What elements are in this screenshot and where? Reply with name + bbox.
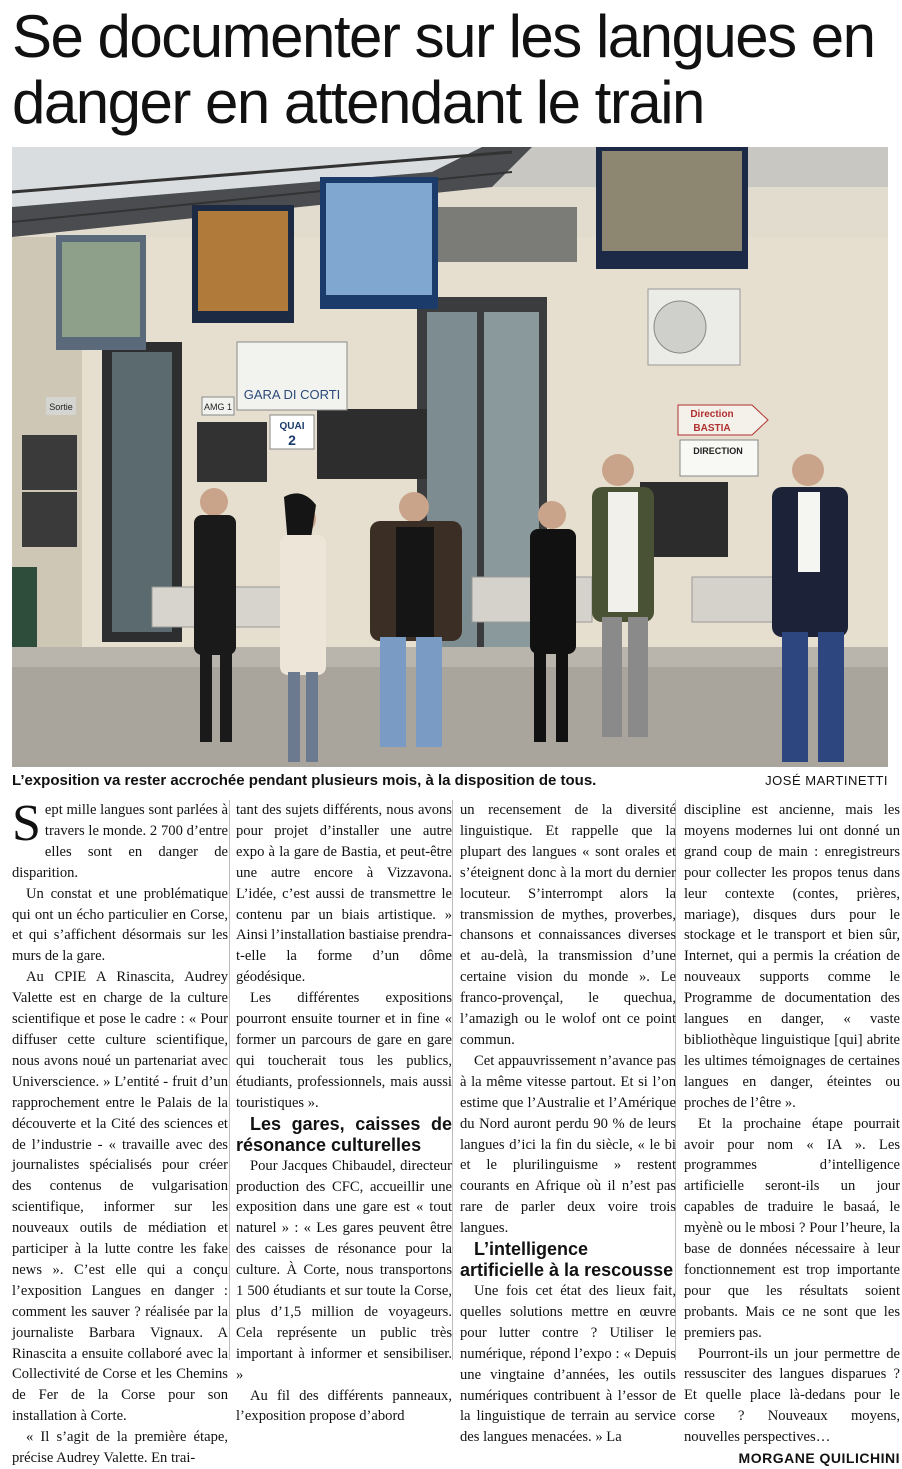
caption-text: L’exposition va rester accrochée pendant plusieurs mois, à la disposition de tous.: [12, 772, 597, 789]
sign-bastia: BASTIA: [693, 423, 731, 434]
column-divider: [452, 800, 453, 1360]
article-column-3: [460, 800, 676, 1448]
article-column-1: [12, 795, 228, 1469]
article-column-2: [236, 800, 452, 1427]
paragraph: Et la prochaine étape pourrait avoir pour nom « IA ». Les programmes d’intelligence artificielle seront-ils un jour capables de traduire le basaá, le myènè ou le mbosi ? Pour l’heure, la base de données nécessaire à leur fonctionnement est trop importante pour que les résultats soient probants. Mais ce ne sont que les premiers pas.: [684, 1115, 900, 1341]
paragraph: un recensement de la diversité linguistique. Et rappelle que la plupart des langues « sont orales et s’éteignent donc à la mort du dernier locuteur. S’interrompt alors la transmission de mythes, proverbes, chansons et connaissances diverses et au-delà, la transmission d’une certaine vision du monde ». Le franco-provençal, le quechua, l’amazigh ou le wolof ont ce point commun.: [460, 802, 676, 1048]
subheading: Les gares, caisses de résonance culturelles: [236, 1113, 452, 1155]
photo-credit: JOSÉ MARTINETTI: [765, 773, 888, 788]
paragraph: « Il s’agit de la première étape, précise Audrey Valette. En trai-: [12, 1429, 228, 1467]
article-column-4: [684, 800, 900, 1469]
paragraph: discipline est ancienne, mais les moyens modernes lui ont donné un grand coup de main : enregistreurs pour collecter les propos tenus dans leur contexte (contes, prières, mariage), disques durs pour le stockage et le transport et bien sûr, Internet, qui a permis la création de nouveaux supports comme le Programme de documentation des langues en danger, « vaste bibliothèque linguistique [qui] abrite les ultimes témoignages de certaines langues en danger, éteintes ou proches de l’être ».: [684, 802, 900, 1111]
station-photo-illustration: [12, 147, 888, 767]
paragraph: [12, 795, 228, 884]
paragraph: Au fil des différents panneaux, l’exposition propose d’abord: [236, 1387, 452, 1425]
paragraph: Les différentes expositions pourront ensuite tourner et in fine « former un parcours de gare en gare qui toucherait tous les publics, étudiants, professionnels, mais aussi touristiques ».: [236, 990, 452, 1111]
drop-cap: S: [12, 795, 41, 852]
paragraph: Un constat et une problématique qui ont un écho particulier en Corse, et qui s’affichent désormais sur les murs de la gare.: [12, 885, 228, 965]
photo-caption: [12, 772, 888, 794]
paragraph: Au CPIE A Rinascita, Audrey Valette est en charge de la culture scientifique et pose le cadre : « Pour diffuser cette culture scientifique, nous avons noué un partenariat avec Universcience. » L’entité - fruit d’un rapprochement entre le Palais de la découverte et la Cité des sciences et de l’industrie - « travaille avec des journalistes spécialisés pour créer des contenus de vulgarisation scientifique, informer sur les nouveaux outils de médiation et participer à la lutte contre les fake news ». C’est elle qui a conçu l’exposition Langues en danger : comment les sauver ? réalisée par la journaliste Barbara Vignaux. A Rinascita a ensuite collaboré avec la Collectivité de Corse et les Chemins de Fer de la Corse pour son installation à Corte.: [12, 969, 228, 1425]
station-photo: [12, 147, 888, 767]
headline: Se documenter sur les langues en danger en attendant le train: [12, 3, 875, 136]
paragraph: tant des sujets différents, nous avons pour projet d’installer une autre expo à la gare de Bastia, et peut-être une autre encore à Vizzavona. L’idée, c’est aussi de transmettre le contenu par un biais artistique. » Ainsi l’installation bastiaise prendra-t-elle la forme d’un dôme géodésique.: [236, 802, 453, 986]
sign-gara: GARA DI CORTI: [243, 387, 341, 402]
paragraph: Une fois cet état des lieux fait, quelles solutions mettre en œuvre pour lutter contre ? Utiliser le numérique, répond l’expo : « Depuis une vingtaine d’années, les outils numériques contribuent à l’essor de la linguistique de terrain au service des langues menacées. » La: [460, 1283, 676, 1446]
sign-sortie: Sortie: [49, 402, 73, 412]
sign-quai: QUAI: [279, 421, 305, 432]
sign-amg: AMG 1: [203, 402, 233, 412]
paragraph-text: ept mille langues sont parlées à travers le monde. 2 700 d’entre elles sont en danger de disparition.: [12, 802, 228, 881]
sign-quai-number: 2: [288, 432, 296, 448]
paragraph: Pourront-ils un jour permettre de ressusciter des langues disparues ? Et quelle place là-dedans pour le corse ? Nouveaux moyens, nouvelles perspectives…: [684, 1345, 900, 1446]
column-divider: [229, 800, 230, 1360]
author-signature: MORGANE QUILICHINI: [738, 1450, 900, 1467]
subheading: L’intelligence artificielle à la rescousse: [460, 1239, 674, 1281]
sign-direction: Direction: [690, 409, 734, 420]
paragraph: Cet appauvrissement n’avance pas à la même vitesse partout. Et si l’on estime que l’Australie et l’Amérique du Nord auront perdu 90 % de leurs langues d’ici la fin du siècle, « le bi et le plurilinguisme » restent courants en Afrique où il n’est pas rare de parler deux voire trois langues.: [460, 1052, 676, 1237]
paragraph: Pour Jacques Chibaudel, directeur production des CFC, accueillir une exposition dans une gare est « tout naturel » : « Les gares peuvent être des caisses de résonance pour la culture. À Corte, nous transportons 1 500 étudiants et sur toute la Corse, plus d’1,5 million de voyageurs. Cela représente un public très important à informer et sensibiliser. »: [236, 1157, 452, 1383]
sign-direction-2: DIRECTION: [693, 446, 743, 456]
